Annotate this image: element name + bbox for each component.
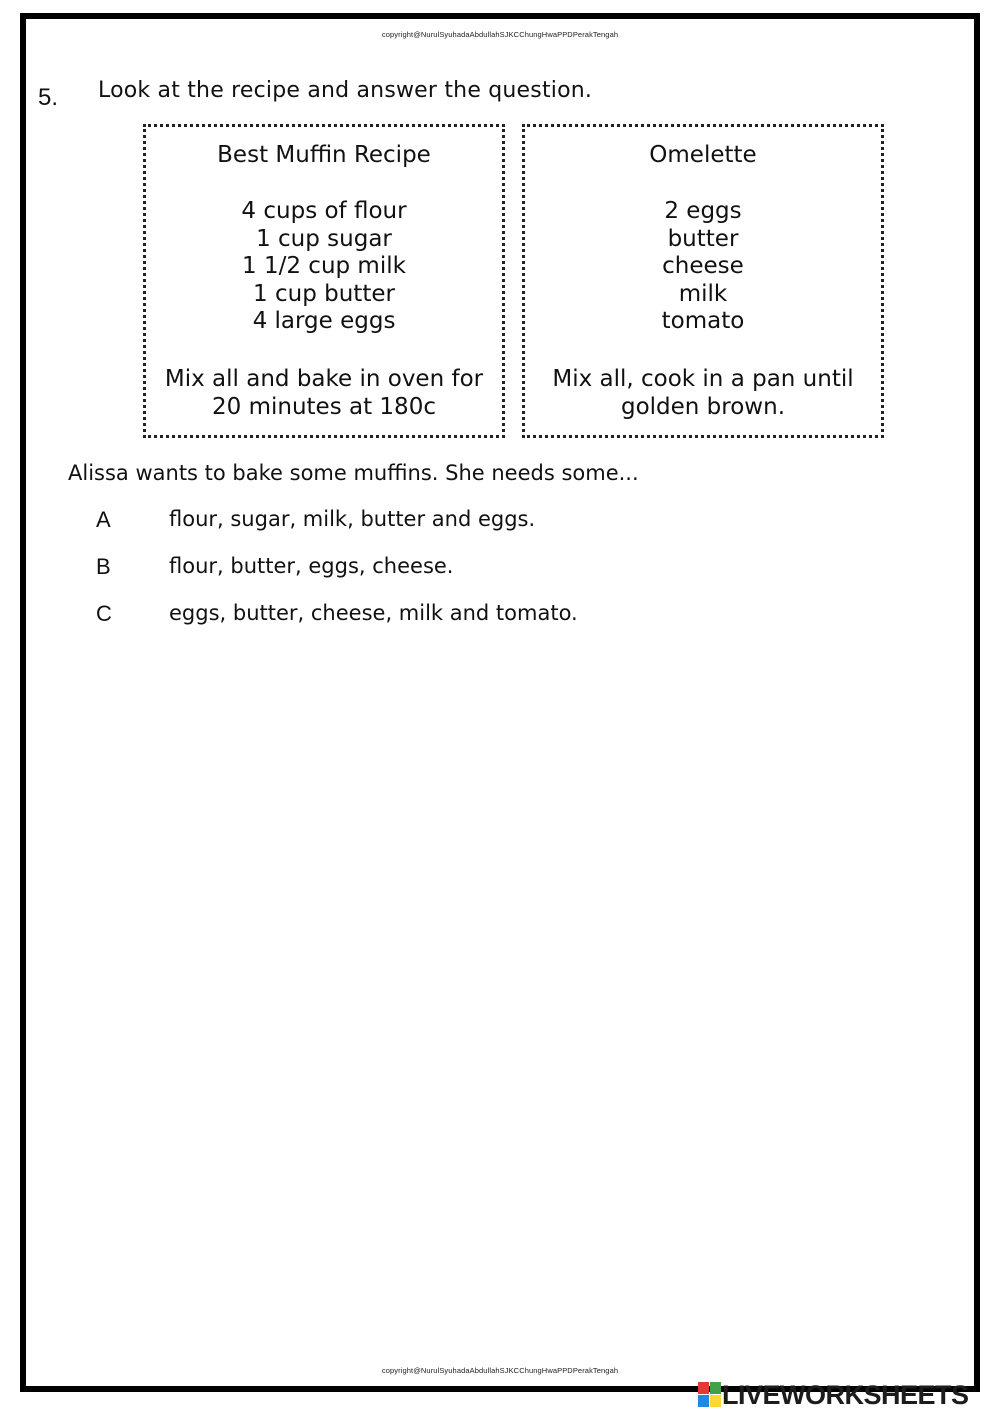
answer-option-b[interactable]: [96, 554, 896, 584]
recipe-method: Mix all, cook in a pan until golden brown.: [552, 366, 854, 420]
recipe-card-omelette: [522, 124, 884, 438]
ingredient-item: 1 cup butter: [253, 280, 395, 307]
option-text: flour, butter, eggs, cheese.: [169, 554, 454, 578]
option-text: eggs, butter, cheese, milk and tomato.: [169, 601, 578, 625]
option-text: flour, sugar, milk, butter and eggs.: [169, 507, 536, 531]
ingredient-item: cheese: [662, 253, 744, 279]
question-text: Alissa wants to bake some muffins. She needs some...: [68, 461, 639, 485]
copyright-header: copyright@NurulSyuhadaAbdullahSJKCChungHwaPPDPerakTengah: [381, 30, 619, 39]
answer-option-c[interactable]: [96, 601, 896, 631]
ingredient-item: 2 eggs: [664, 198, 742, 224]
ingredient-item: 4 cups of flour: [241, 198, 407, 224]
liveworksheets-logo: [698, 1380, 996, 1410]
ingredient-item: 1 cup sugar: [256, 225, 392, 252]
ingredient-item: tomato: [661, 308, 745, 334]
ingredient-item: milk: [678, 280, 728, 307]
option-letter: C: [96, 601, 112, 626]
recipe-method: Mix all and bake in oven for 20 minutes at 180c: [164, 366, 484, 420]
ingredient-list: [146, 197, 502, 335]
ingredient-list: [525, 197, 881, 335]
recipe-title: Omelette: [649, 142, 757, 168]
ingredient-item: 1 1/2 cup milk: [242, 253, 406, 279]
question-number: 5.: [38, 84, 59, 111]
liveworksheets-logo-icon: [698, 1382, 722, 1408]
question-instruction: Look at the recipe and answer the question.: [98, 78, 593, 103]
option-letter: A: [96, 507, 111, 532]
ingredient-item: butter: [667, 225, 739, 252]
recipe-card-muffin: [143, 124, 505, 438]
copyright-footer: copyright@NurulSyuhadaAbdullahSJKCChungHwaPPDPerakTengah: [381, 1366, 619, 1375]
logo-text: LIVEWORKSHEETS: [722, 1380, 969, 1410]
recipe-title: Best Muffin Recipe: [217, 142, 431, 168]
answer-option-a[interactable]: [96, 507, 896, 537]
ingredient-item: 4 large eggs: [252, 308, 396, 334]
option-letter: B: [96, 554, 111, 579]
